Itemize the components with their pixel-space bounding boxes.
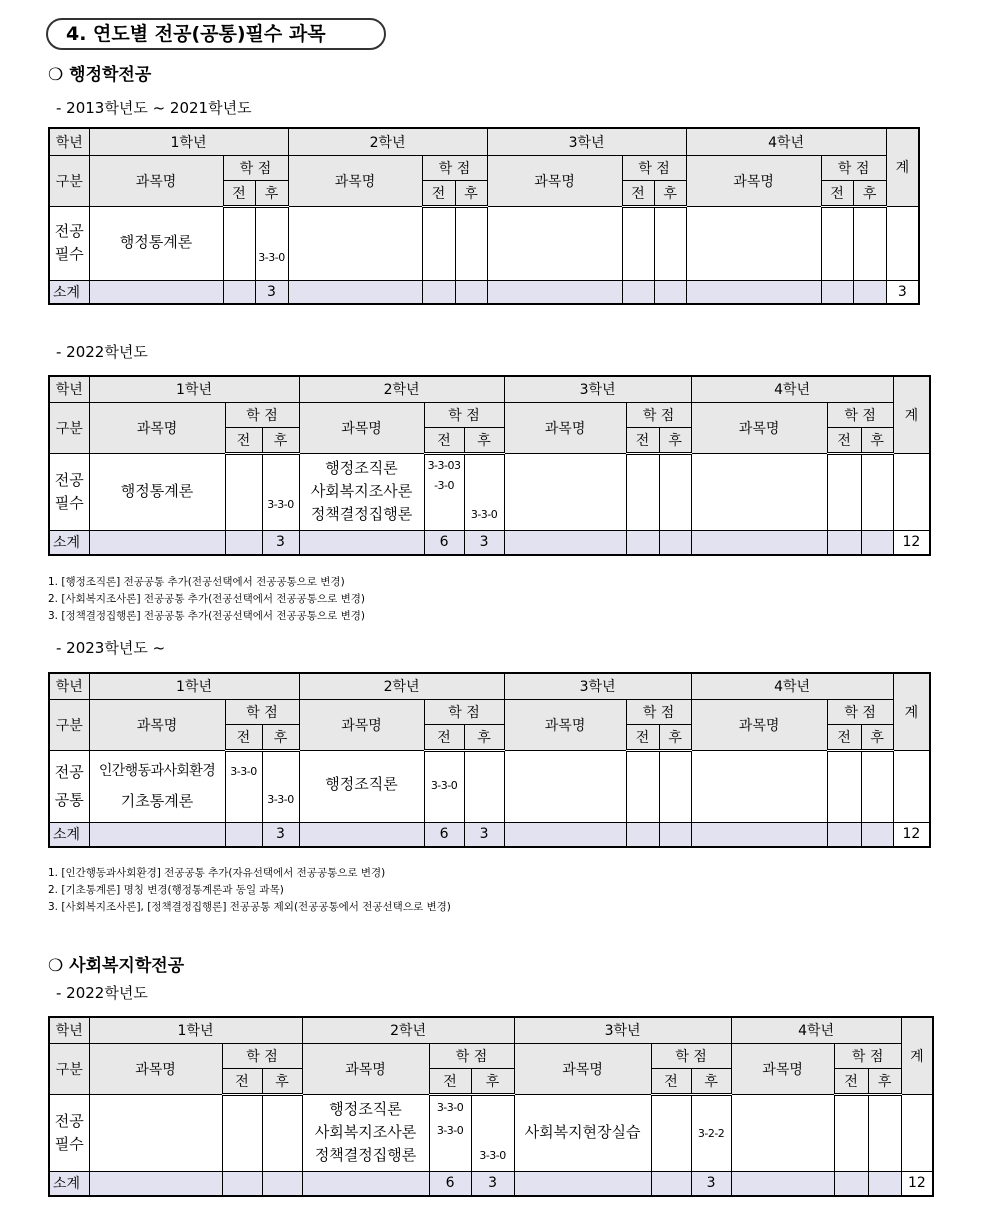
header-hu: 후 — [659, 724, 691, 750]
credit-jeon-y1 — [223, 206, 255, 280]
sum-y2-hu: 3 — [471, 1171, 514, 1196]
total-cell — [886, 206, 919, 280]
header-credit: 학 점 — [827, 402, 893, 427]
header-credit: 학 점 — [827, 699, 893, 724]
header-subject: 과목명 — [686, 155, 821, 206]
credit-hu-y3 — [659, 453, 691, 530]
sum-cell — [868, 1171, 901, 1196]
sum-cell — [731, 1171, 834, 1196]
header-subject: 과목명 — [487, 155, 622, 206]
subject-name: 사회복지조사론 — [310, 482, 413, 500]
header-total: 계 — [901, 1017, 933, 1094]
page-heading: 4. 연도별 전공(공통)필수 과목 — [46, 18, 386, 50]
subject-cell-y1 — [89, 750, 225, 822]
header-hu: 후 — [691, 1068, 731, 1094]
credit-hu-y3 — [654, 206, 686, 280]
subject-cell-y2 — [302, 1094, 429, 1171]
sum-y2-jeon: 6 — [424, 530, 464, 555]
subtotal-label: 소계 — [49, 1171, 89, 1196]
header-jeon: 전 — [626, 724, 659, 750]
sum-total: 12 — [893, 530, 930, 555]
header-year-2: 2학년 — [288, 128, 487, 155]
header-hu: 후 — [262, 427, 299, 453]
header-subject: 과목명 — [302, 1043, 429, 1094]
subject-cell-y4 — [691, 453, 827, 530]
subject-cell-y3 — [504, 750, 626, 822]
header-year-1: 1학년 — [89, 376, 299, 402]
table-2023 — [48, 672, 931, 848]
notes-t3 — [48, 865, 451, 916]
sum-y2-jeon: 6 — [429, 1171, 471, 1196]
header-subject: 과목명 — [288, 155, 422, 206]
header-gubun: 구분 — [49, 699, 89, 750]
sum-cell — [827, 530, 861, 555]
credit-hu-y4 — [861, 453, 893, 530]
header-subject: 과목명 — [89, 1043, 222, 1094]
header-year-2: 2학년 — [299, 673, 504, 699]
credit-hu-y1 — [262, 1094, 302, 1171]
header-year-3: 3학년 — [514, 1017, 731, 1043]
subject-name: 사회복지현장실습 — [524, 1122, 641, 1141]
header-year-4: 4학년 — [731, 1017, 901, 1043]
header-hakyeon: 학년 — [49, 673, 89, 699]
header-year-3: 3학년 — [504, 376, 691, 402]
sum-cell — [299, 530, 424, 555]
header-year-2: 2학년 — [302, 1017, 514, 1043]
credit-hu-y2 — [464, 750, 504, 822]
header-jeon: 전 — [225, 724, 262, 750]
category-cell — [49, 206, 89, 280]
header-hu: 후 — [262, 1068, 302, 1094]
sum-cell — [299, 822, 424, 847]
credit-jeon-y4 — [834, 1094, 868, 1171]
header-credit: 학 점 — [429, 1043, 514, 1068]
sum-cell — [225, 530, 262, 555]
header-hu: 후 — [464, 427, 504, 453]
header-total: 계 — [893, 376, 930, 453]
header-jeon: 전 — [827, 724, 861, 750]
credit-hu-y3 — [659, 750, 691, 822]
sum-y1-hu: 3 — [255, 280, 288, 304]
credit-hu-y4 — [861, 750, 893, 822]
note-line: 2. [사회복지조사론] 전공공통 추가(전공선택에서 전공공통으로 변경) — [48, 593, 365, 605]
header-credit: 학 점 — [225, 699, 299, 724]
subtotal-label: 소계 — [49, 530, 89, 555]
subject-cell-y2 — [299, 453, 424, 530]
table-2022 — [48, 375, 931, 556]
subject-cell-y2 — [299, 750, 424, 822]
sum-cell — [487, 280, 622, 304]
header-hu: 후 — [861, 427, 893, 453]
sum-cell — [861, 822, 893, 847]
header-hakyeon: 학년 — [49, 376, 89, 402]
sum-cell — [89, 530, 225, 555]
sum-cell — [691, 822, 827, 847]
header-credit: 학 점 — [651, 1043, 731, 1068]
subject-name: 정책결정집행론 — [310, 505, 413, 523]
total-cell — [901, 1094, 933, 1171]
category-line: 전공 — [54, 470, 84, 489]
sum-total: 3 — [886, 280, 919, 304]
subject-cell-y3 — [504, 453, 626, 530]
credit-jeon-y3 — [622, 206, 654, 280]
credit-jeon-y2: 3-3-0 — [424, 750, 464, 822]
header-gubun: 구분 — [49, 1043, 89, 1094]
subject-cell-y3 — [487, 206, 622, 280]
header-jeon: 전 — [424, 724, 464, 750]
header-jeon: 전 — [222, 1068, 262, 1094]
header-subject: 과목명 — [514, 1043, 651, 1094]
subject-name: 행정조직론 — [329, 1100, 402, 1118]
sum-cell — [827, 822, 861, 847]
credit-hu-y2: 3-3-0 — [464, 453, 504, 530]
sum-cell — [691, 530, 827, 555]
subject-cell-y1 — [89, 206, 223, 280]
sum-cell — [422, 280, 455, 304]
period-label-t3: - 2023학년도 ~ — [56, 639, 166, 657]
credit-jeon-y1: 3-3-0 — [225, 750, 262, 822]
note-line: 1. [인간행동과사회환경] 전공공통 추가(자유선택에서 전공공통으로 변경) — [48, 867, 386, 879]
sum-cell — [262, 1171, 302, 1196]
credit-jeon-y3 — [651, 1094, 691, 1171]
header-hu: 후 — [654, 180, 686, 206]
category-line: 전공 — [54, 222, 84, 240]
header-credit: 학 점 — [225, 402, 299, 427]
header-year-2: 2학년 — [299, 376, 504, 402]
period-label-t4: - 2022학년도 — [56, 984, 148, 1002]
total-cell — [893, 750, 930, 822]
header-hu: 후 — [853, 180, 886, 206]
category-line: 전공 — [54, 1111, 84, 1130]
header-subject: 과목명 — [691, 699, 827, 750]
header-year-4: 4학년 — [686, 128, 886, 155]
header-hu: 후 — [868, 1068, 901, 1094]
header-jeon: 전 — [626, 427, 659, 453]
credit-jeon-y1 — [222, 1094, 262, 1171]
credit-hu-y2: 3-3-0 — [471, 1094, 514, 1171]
header-jeon: 전 — [225, 427, 262, 453]
section-title-social-welfare: ❍ 사회복지학전공 — [48, 956, 185, 976]
total-cell — [893, 453, 930, 530]
credit-jeon-y4 — [827, 453, 861, 530]
header-subject: 과목명 — [504, 402, 626, 453]
sum-y2-hu: 3 — [464, 530, 504, 555]
header-credit: 학 점 — [626, 699, 691, 724]
header-hu: 후 — [455, 180, 487, 206]
subject-name: 행정조직론 — [325, 459, 398, 477]
header-credit: 학 점 — [626, 402, 691, 427]
subject-cell-y2 — [288, 206, 422, 280]
header-credit: 학 점 — [834, 1043, 901, 1068]
subject-cell-y4 — [691, 750, 827, 822]
category-line: 필수 — [54, 493, 84, 512]
header-year-4: 4학년 — [691, 673, 893, 699]
header-gubun: 구분 — [49, 155, 89, 206]
header-year-4: 4학년 — [691, 376, 893, 402]
sum-cell — [288, 280, 422, 304]
header-hu: 후 — [255, 180, 288, 206]
sum-cell — [223, 280, 255, 304]
subject-name: 행정통계론 — [119, 232, 193, 251]
section-title-public-admin: ❍ 행정학전공 — [48, 65, 152, 85]
header-jeon: 전 — [622, 180, 654, 206]
period-label-t2: - 2022학년도 — [56, 343, 148, 361]
credit-hu-y4 — [868, 1094, 901, 1171]
category-cell — [49, 1094, 89, 1171]
header-hu: 후 — [861, 724, 893, 750]
category-cell — [49, 750, 89, 822]
sum-cell — [302, 1171, 429, 1196]
sum-cell — [834, 1171, 868, 1196]
sum-total: 12 — [901, 1171, 933, 1196]
credit-jeon-y2: 3-3-0 3-3-0 — [429, 1094, 471, 1171]
header-jeon: 전 — [422, 180, 455, 206]
sum-cell — [222, 1171, 262, 1196]
category-cell — [49, 453, 89, 530]
category-line: 필수 — [54, 1134, 84, 1153]
sum-y1-hu: 3 — [262, 822, 299, 847]
note-line: 3. [정책결정집행론] 전공공통 추가(전공선택에서 전공공통으로 변경) — [48, 610, 365, 622]
subject-name: 인간행동과사회환경 — [98, 763, 216, 779]
header-hakyeon: 학년 — [49, 128, 89, 155]
sum-y3-hu: 3 — [691, 1171, 731, 1196]
table-2013-2021 — [48, 127, 920, 305]
header-total: 계 — [893, 673, 930, 750]
sum-cell — [861, 530, 893, 555]
header-jeon: 전 — [429, 1068, 471, 1094]
sum-cell — [853, 280, 886, 304]
sum-cell — [821, 280, 853, 304]
sum-cell — [89, 1171, 222, 1196]
sum-cell — [686, 280, 821, 304]
header-credit: 학 점 — [223, 155, 288, 180]
sum-total: 12 — [893, 822, 930, 847]
header-hu: 후 — [659, 427, 691, 453]
note-line: 3. [사회복지조사론], [정책결정집행론] 전공공통 제외(전공공통에서 전공선택으로 변경) — [48, 901, 451, 913]
subject-name: 행정통계론 — [120, 481, 194, 500]
category-line: 필수 — [54, 245, 84, 263]
header-subject: 과목명 — [299, 402, 424, 453]
header-jeon: 전 — [651, 1068, 691, 1094]
credit-hu-y2 — [455, 206, 487, 280]
header-year-1: 1학년 — [89, 1017, 302, 1043]
header-jeon: 전 — [821, 180, 853, 206]
credit-hu-y3: 3-2-2 — [691, 1094, 731, 1171]
header-year-3: 3학년 — [504, 673, 691, 699]
credit-jeon-y3 — [626, 750, 659, 822]
header-subject: 과목명 — [731, 1043, 834, 1094]
header-subject: 과목명 — [299, 699, 424, 750]
notes-t2 — [48, 574, 365, 625]
header-year-1: 1학년 — [89, 673, 299, 699]
subject-name: 정책결정집행론 — [314, 1146, 417, 1164]
sum-cell — [89, 822, 225, 847]
credit-jeon-y1 — [225, 453, 262, 530]
sum-cell — [622, 280, 654, 304]
credit-jeon-y2 — [422, 206, 455, 280]
header-credit: 학 점 — [222, 1043, 302, 1068]
sum-cell — [89, 280, 223, 304]
subject-cell-y1 — [89, 1094, 222, 1171]
header-credit: 학 점 — [424, 699, 504, 724]
sum-cell — [654, 280, 686, 304]
credit-hu-y1: 3-3-0 — [262, 750, 299, 822]
credit-jeon-y2: 3-3-03 -3-0 — [424, 453, 464, 530]
header-subject: 과목명 — [504, 699, 626, 750]
sum-cell — [225, 822, 262, 847]
sum-cell — [659, 530, 691, 555]
sum-cell — [504, 530, 626, 555]
header-subject: 과목명 — [691, 402, 827, 453]
subject-name: 기초통계론 — [120, 792, 194, 810]
note-line: 2. [기초통계론] 명칭 변경(행정통계론과 동일 과목) — [48, 884, 284, 896]
period-label-t1: - 2013학년도 ~ 2021학년도 — [56, 99, 252, 117]
header-hakyeon: 학년 — [49, 1017, 89, 1043]
credit-jeon-y3 — [626, 453, 659, 530]
sum-cell — [626, 530, 659, 555]
category-line: 전공 — [54, 763, 84, 781]
header-credit: 학 점 — [821, 155, 886, 180]
header-hu: 후 — [464, 724, 504, 750]
header-jeon: 전 — [827, 427, 861, 453]
subject-cell-y1 — [89, 453, 225, 530]
header-year-1: 1학년 — [89, 128, 288, 155]
sum-cell — [651, 1171, 691, 1196]
subject-name: 사회복지조사론 — [314, 1123, 417, 1141]
header-year-3: 3학년 — [487, 128, 686, 155]
note-line: 1. [행정조직론] 전공공통 추가(전공선택에서 전공공통으로 변경) — [48, 576, 345, 588]
header-hu: 후 — [471, 1068, 514, 1094]
sum-y1-hu: 3 — [262, 530, 299, 555]
header-subject: 과목명 — [89, 155, 223, 206]
subject-name: 행정조직론 — [325, 774, 398, 793]
sum-cell — [504, 822, 626, 847]
sum-cell — [455, 280, 487, 304]
sum-y2-jeon: 6 — [424, 822, 464, 847]
credit-jeon-y4 — [827, 750, 861, 822]
sum-y2-hu: 3 — [464, 822, 504, 847]
header-credit: 학 점 — [622, 155, 686, 180]
header-total: 계 — [886, 128, 919, 206]
subject-cell-y4 — [731, 1094, 834, 1171]
credit-hu-y1: 3-3-0 — [255, 206, 288, 280]
credit-hu-y4 — [853, 206, 886, 280]
sum-cell — [514, 1171, 651, 1196]
header-credit: 학 점 — [424, 402, 504, 427]
credit-jeon-y4 — [821, 206, 853, 280]
subtotal-label: 소계 — [49, 822, 89, 847]
subtotal-label: 소계 — [49, 280, 89, 304]
sum-cell — [659, 822, 691, 847]
sum-cell — [626, 822, 659, 847]
category-line: 공통 — [54, 791, 84, 809]
header-credit: 학 점 — [422, 155, 487, 180]
header-jeon: 전 — [424, 427, 464, 453]
header-jeon: 전 — [223, 180, 255, 206]
table-social-welfare-2022 — [48, 1016, 934, 1197]
subject-cell-y3 — [514, 1094, 651, 1171]
header-gubun: 구분 — [49, 402, 89, 453]
header-hu: 후 — [262, 724, 299, 750]
credit-hu-y1: 3-3-0 — [262, 453, 299, 530]
header-subject: 과목명 — [89, 402, 225, 453]
header-subject: 과목명 — [89, 699, 225, 750]
subject-cell-y4 — [686, 206, 821, 280]
header-jeon: 전 — [834, 1068, 868, 1094]
